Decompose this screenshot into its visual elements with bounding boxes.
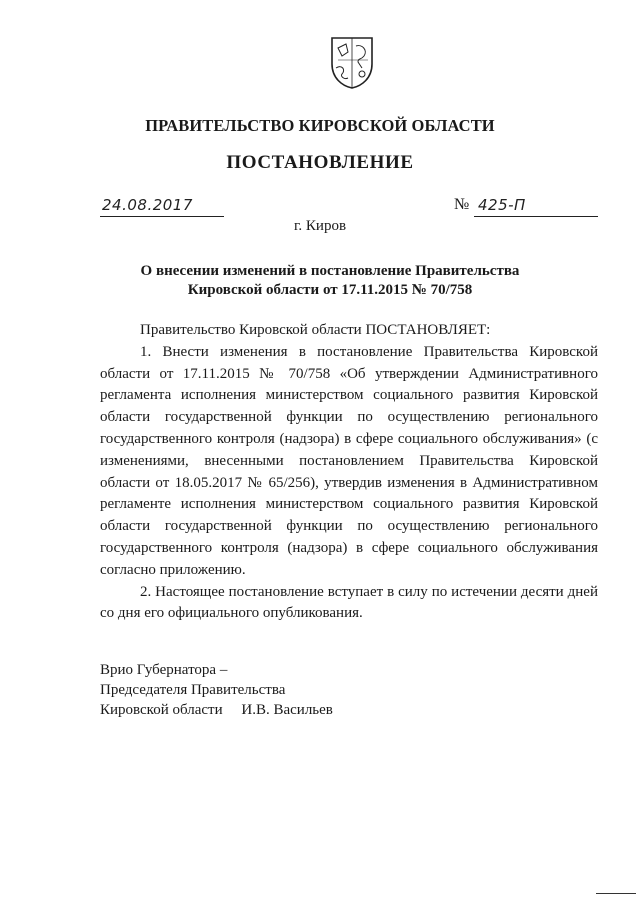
government-title: ПРАВИТЕЛЬСТВО КИРОВСКОЙ ОБЛАСТИ: [145, 116, 495, 135]
subject-line: О внесении изменений в постановление Правительства: [140, 263, 520, 279]
signature-line: Врио Губернатора –: [100, 662, 228, 678]
number-field: [474, 196, 598, 217]
document-body: [100, 320, 598, 625]
intro-paragraph: Правительство Кировской области ПОСТАНОВЛЯЕТ:: [140, 322, 491, 338]
date-field: [100, 196, 224, 217]
handwritten-date: 24.08.2017: [102, 196, 193, 214]
item-1-paragraph: 1. Внести изменения в постановление Правительства Кировской области от 17.11.2015 № 70/758 «Об утверждении Административного регламента исполнения министерством социального развития Кировской области государственной функции по осуществлению регионального государственного контроля (надзора) в сфере социального обслуживания» (с изменениями, внесенными постановлением Правительства Кировской области от 18.05.2017 № 65/256), утвердив изменения в Административном регламенте исполнения министерством социального развития Кировской области государственной функции по осуществлению регионального государственного контроля (надзора) в сфере социального обслуживания согласно приложению.: [100, 343, 598, 578]
document-subject: [60, 262, 600, 300]
signature-block: [100, 660, 333, 720]
city: г. Киров: [293, 218, 347, 234]
footer-rule: [596, 893, 636, 894]
kirov-region-coat-of-arms-icon: [328, 34, 376, 90]
item-2-paragraph: 2. Настоящее постановление вступает в силу по истечении десяти дней со дня его официального опубликования.: [100, 583, 598, 622]
document-type: ПОСТАНОВЛЕНИЕ: [226, 152, 414, 173]
handwritten-number: 425-П: [478, 196, 526, 214]
number-label: №: [454, 196, 470, 213]
subject-line: Кировской области от 17.11.2015 № 70/758: [187, 282, 473, 298]
signature-line: Председателя Правительства: [100, 682, 286, 698]
signature-line: Кировской области И.В. Васильев: [100, 702, 333, 718]
